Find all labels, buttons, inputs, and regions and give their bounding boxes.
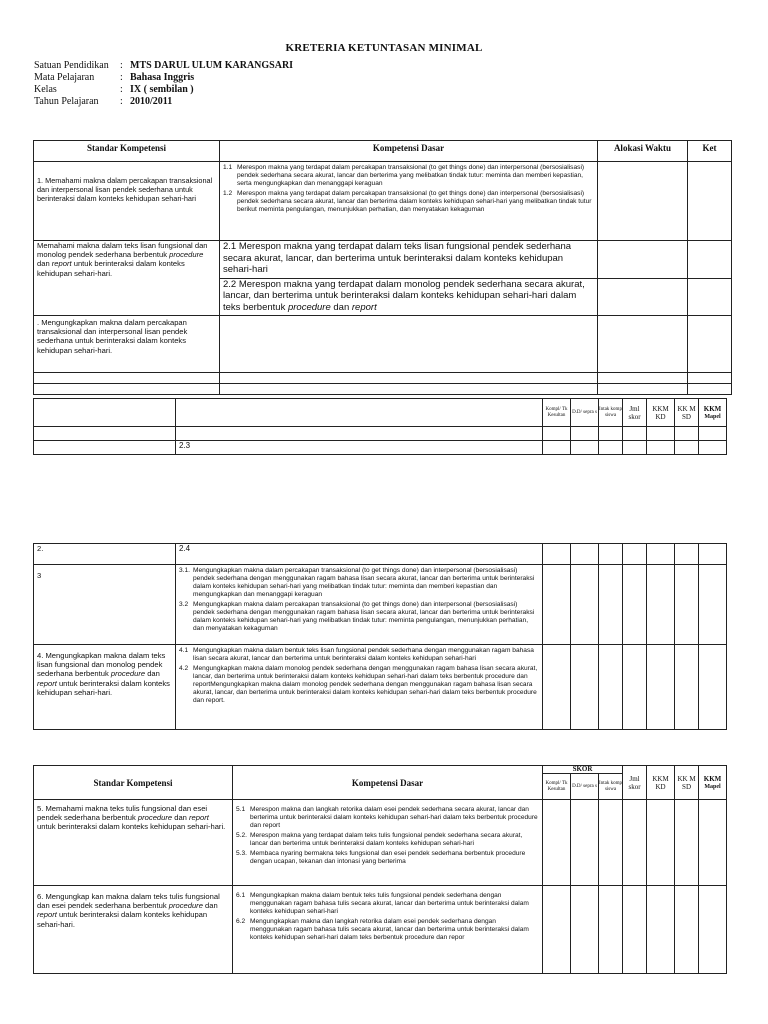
document-info xyxy=(34,60,293,108)
kd-text: 2.1 Merespon makna yang terdapat dalam teks lisan fungsional pendek sederhana secara akurat, lancar, dan berterima untuk berinteraksi dalam konteks kehidupan sehari-hari xyxy=(223,241,572,275)
empty-cell xyxy=(571,565,599,645)
kd-item xyxy=(236,918,539,942)
sk-cell xyxy=(34,886,233,974)
header-kkm-mapel-line1: KKM xyxy=(703,404,722,413)
sk-text: untuk berinteraksi dalam konteks kehidupan sehari-hari. xyxy=(37,678,170,697)
info-value: Bahasa Inggris xyxy=(130,72,195,83)
ket-cell xyxy=(688,162,732,241)
empty-cell xyxy=(647,565,675,645)
empty-cell xyxy=(598,384,688,395)
header-jml-skor: Jml skor xyxy=(623,766,647,800)
header-kkm-mapel-line2: Mapel xyxy=(704,413,721,420)
kd-item xyxy=(236,892,539,916)
info-value: 2010/2011 xyxy=(130,96,173,107)
empty-cell xyxy=(34,441,176,455)
kd-text: 2.2 Merespon makna yang terdapat dalam monolog pendek sederhana secara akurat, lancar, dan berterima untuk berinteraksi dalam konteks kehidupan sehari-hari dalam teks berbentuk xyxy=(223,278,585,313)
kd-number: 6.2 xyxy=(236,918,246,925)
empty-cell xyxy=(647,800,675,886)
kd-number: 6.1 xyxy=(236,892,246,899)
sk-text-italic: report xyxy=(51,259,72,269)
empty-cell xyxy=(647,645,675,730)
empty-cell xyxy=(34,373,220,384)
kd-cell xyxy=(233,886,543,974)
kd-text-italic: report xyxy=(351,301,377,313)
header-skor: SKOR xyxy=(543,766,623,774)
kd-number: 5.1 xyxy=(236,806,246,813)
kd-number: 5.2. xyxy=(236,832,247,839)
kkm-table-1 xyxy=(33,140,732,395)
sk-text: untuk berinteraksi dalam konteks kehidupan sehari-hari. xyxy=(37,259,185,278)
info-separator: : xyxy=(120,72,123,83)
kd-text-italic: procedure xyxy=(287,301,331,313)
kd-item xyxy=(223,164,594,188)
header-jml-skor: Jml skor xyxy=(623,399,647,427)
kd-item xyxy=(236,806,539,830)
sk-text: dan xyxy=(202,901,218,911)
kd-text: Mengungkapkan makna dalam percakapan transaksional (to get things done) dan interpersonal (bersosialisasi) pendek sederhana dengan menggunakan ragam bahasa lisan secara akurat, lancar dan berterima untuk berinteraksi dalam konteks kehidupan sehari-hari yang melibatkan tindak tutur: meminta dan memberi kepastian dan mengungkapkan dan menanggapi keraguan xyxy=(193,567,535,598)
empty-cell xyxy=(176,427,543,441)
info-separator: : xyxy=(120,60,123,71)
empty-cell xyxy=(571,544,599,565)
sk-cell xyxy=(34,316,220,373)
empty-cell xyxy=(34,399,176,427)
header-standar-kompetensi: Standar Kompetensi xyxy=(34,766,233,800)
kd-text: Merespon makna yang terdapat dalam teks tulis fungsional pendek sederhana secara akurat, lancar dan berterima untuk berinteraksi dalam konteks kehidupan sehari-hari xyxy=(250,832,523,847)
empty-cell xyxy=(675,886,699,974)
kd-text: Merespon makna dan langkah retorika dalam esei pendek sederhana secara akurat, lancar dan berterima untuk berinteraksi dalam konteks kehidupan sehari-hari dalam teks berbentuk procedure dan report xyxy=(250,806,538,829)
kd-item xyxy=(179,567,539,599)
kd-number: 3.1. xyxy=(179,567,190,574)
kd-text: Mengungkapkan makna dan langkah retorika dalam esei pendek sederhana dengan menggunakan ragam bahasa tulis secara akurat, lancar dan berterima untuk berinteraksi dalam konteks kehidupan sehari-hari dalam teks berbentuk procedure dan repor xyxy=(250,918,529,941)
empty-cell xyxy=(623,886,647,974)
info-label: Tahun Pelajaran xyxy=(34,96,99,107)
sk-cell: 3 xyxy=(34,565,176,645)
header-kkm-sd: KK M SD xyxy=(675,399,699,427)
kd-item xyxy=(236,850,539,866)
sk-text: untuk berinteraksi dalam konteks kehidupan sehari-hari. xyxy=(37,822,226,832)
kkm-table-3 xyxy=(33,543,727,730)
kd-item xyxy=(179,601,539,633)
sk-text: 4. Mengungkapkan makna dalam teks lisan fungsional dan monolog pendek sederhana berbentuk xyxy=(37,651,166,679)
empty-cell xyxy=(675,565,699,645)
sk-text: 6. Mengungkap kan makna dalam teks tulis fungsional dan esei pendek sederhana berbentuk xyxy=(37,892,220,911)
empty-cell xyxy=(623,800,647,886)
kd-cell xyxy=(176,645,543,730)
header-alokasi-waktu: Alokasi Waktu xyxy=(598,141,688,162)
kd-text: Membaca nyaring bermakna teks fungsional dan esei pendek sederhana berbentuk procedure dengan ucapan, tekanan dan intonasi yang berterima xyxy=(250,850,526,865)
info-separator: : xyxy=(120,96,123,107)
empty-cell xyxy=(623,427,647,441)
empty-cell xyxy=(675,441,699,455)
kd-text: Mengungkapkan makna dalam percakapan transaksional (to get things done) dan interpersonal (bersosialisasi) pendek sederhana dengan menggunakan ragam bahasa lisan secara akurat, lancar dan berterima untuk berinteraksi dalam konteks kehidupan sehari-hari yang melibatkan tindak tutur: meminta pengulangan, menunjukkan perhatian, dan menyatakan kekaguman xyxy=(193,601,535,632)
header-kkm-kd: KKM KD xyxy=(647,399,675,427)
info-value: MTS DARUL ULUM KARANGSARI xyxy=(130,60,294,71)
header-kompl: Kompl/ Tk Kesultan xyxy=(543,399,571,427)
empty-cell xyxy=(688,373,732,384)
empty-cell xyxy=(571,800,599,886)
empty-cell xyxy=(688,384,732,395)
empty-cell xyxy=(699,565,727,645)
empty-cell xyxy=(571,427,599,441)
empty-cell xyxy=(699,886,727,974)
header-intak: Intak komp siswa xyxy=(599,399,623,427)
kd-number: 4.2 xyxy=(179,665,189,672)
empty-cell xyxy=(675,544,699,565)
empty-cell xyxy=(220,373,598,384)
kd-text: Merespon makna yang terdapat dalam percakapan transaksional (to get things done) dan interpersonal (bersosialisasi) pendek sederhana secara akurat, lancar dan berterima dalam konteks kehidupan sehari-hari yang melibatkan tindak tutur berikut meminta pengulangan, menunjukkan perhatian, dan menyatakan kekaguman xyxy=(237,190,592,213)
empty-cell xyxy=(543,800,571,886)
alokasi-cell xyxy=(598,241,688,279)
alokasi-cell xyxy=(598,278,688,316)
header-kkm-mapel xyxy=(699,766,727,800)
sk-text: 1. Memahami makna dalam percakapan transaksional dan interpersonal lisan pendek sederhana untuk berinteraksi dalam konteks kehidupan sehari-hari xyxy=(37,176,213,203)
sk-cell xyxy=(34,800,233,886)
empty-cell xyxy=(34,384,220,395)
header-kkm-mapel-line1: KKM xyxy=(703,774,722,783)
empty-cell xyxy=(623,645,647,730)
empty-cell xyxy=(699,427,727,441)
info-row xyxy=(34,60,293,72)
kd-text: Mengungkapkan makna dalam bentuk teks tulis fungsional pendek sederhana dengan menggunakan ragam bahasa tulis secara akurat, lancar dan berterima untuk berinteraksi dalam konteks kehidupan sehari-hari xyxy=(250,892,529,915)
kd-number: 5.3. xyxy=(236,850,247,857)
kkm-table-4 xyxy=(33,765,727,974)
info-row xyxy=(34,72,293,84)
empty-cell xyxy=(647,886,675,974)
header-intak: Intak komp siswa xyxy=(599,774,623,800)
header-kkm-kd: KKM KD xyxy=(647,766,675,800)
kkm-table-2 xyxy=(33,398,727,455)
info-row xyxy=(34,96,293,108)
kd-item xyxy=(179,647,539,663)
info-separator: : xyxy=(120,84,123,95)
empty-cell xyxy=(543,427,571,441)
header-kkm-mapel-line2: Mapel xyxy=(704,783,721,790)
sk-text: Memahami makna dalam teks lisan fungsional dan monolog pendek sederhana berbentuk xyxy=(37,241,208,260)
sk-text: dan xyxy=(145,669,160,679)
sk-text: 5. Memahami makna teks tulis fungsional dan esei pendek sederhana berbentuk xyxy=(37,804,208,823)
empty-cell xyxy=(571,441,599,455)
sk-text-italic: procedure xyxy=(169,250,204,260)
sk-text: dan xyxy=(37,259,52,269)
sk-text-italic: procedure xyxy=(110,669,146,679)
empty-cell xyxy=(699,800,727,886)
sk-text-italic: report xyxy=(37,910,57,920)
empty-cell xyxy=(220,384,598,395)
info-value: IX ( sembilan ) xyxy=(130,84,194,95)
empty-cell xyxy=(599,886,623,974)
empty-cell xyxy=(543,565,571,645)
empty-cell xyxy=(599,441,623,455)
sk-text-italic: procedure xyxy=(168,901,203,911)
kd-item xyxy=(179,665,539,705)
empty-cell xyxy=(571,886,599,974)
sk-cell xyxy=(34,162,220,241)
kd-text: Merespon makna yang terdapat dalam percakapan transaksional (to get things done) dan interpersonal (bersosialisasi) pendek sederhana secara akurat, lancar dan berterima yang melibatkan tindak tutur: meminta dan memberi kepastian, serta mengungkapkan dan menanggapi keraguan xyxy=(237,164,585,187)
kd-cell xyxy=(220,241,598,279)
sk-text: dan xyxy=(172,813,190,823)
empty-cell xyxy=(599,565,623,645)
alokasi-cell xyxy=(598,316,688,373)
empty-cell xyxy=(675,427,699,441)
sk-text-italic: report xyxy=(37,678,57,688)
empty-cell xyxy=(598,373,688,384)
kd-cell: 2.3 xyxy=(176,441,543,455)
header-dd: D.D/ sepra s xyxy=(571,399,599,427)
info-row xyxy=(34,84,293,96)
kd-cell: 2.4 xyxy=(176,544,543,565)
page-title: KRETERIA KETUNTASAN MINIMAL xyxy=(285,42,483,54)
sk-cell: 2. xyxy=(34,544,176,565)
info-label: Kelas xyxy=(34,84,57,95)
info-label: Satuan Pendidikan xyxy=(34,60,109,71)
empty-cell xyxy=(599,800,623,886)
kd-cell xyxy=(233,800,543,886)
sk-cell xyxy=(34,645,176,730)
ket-cell xyxy=(688,241,732,279)
ket-cell xyxy=(688,278,732,316)
kd-item xyxy=(223,190,594,214)
empty-cell xyxy=(647,544,675,565)
kd-text: dan xyxy=(330,301,352,313)
kd-cell xyxy=(220,278,598,316)
kd-item xyxy=(236,832,539,848)
header-ket: Ket xyxy=(688,141,732,162)
empty-cell xyxy=(176,399,543,427)
header-standar-kompetensi: Standar Kompetensi xyxy=(34,141,220,162)
header-kkm-mapel xyxy=(699,399,727,427)
empty-cell xyxy=(543,886,571,974)
header-kompl: Kompl/ Tk Kesultan xyxy=(543,774,571,800)
header-dd: D.D/ sepra s xyxy=(571,774,599,800)
kd-cell xyxy=(220,162,598,241)
kd-number: 3.2 xyxy=(179,601,189,608)
empty-cell xyxy=(699,645,727,730)
empty-cell xyxy=(623,565,647,645)
empty-cell xyxy=(543,544,571,565)
empty-cell xyxy=(599,645,623,730)
empty-cell xyxy=(647,441,675,455)
info-label: Mata Pelajaran xyxy=(34,72,95,83)
empty-cell xyxy=(675,800,699,886)
empty-cell xyxy=(543,645,571,730)
empty-cell xyxy=(543,441,571,455)
header-kompetensi-dasar: Kompetensi Dasar xyxy=(233,766,543,800)
kd-number: 4.1 xyxy=(179,647,189,654)
empty-cell xyxy=(699,441,727,455)
empty-cell xyxy=(675,645,699,730)
empty-cell xyxy=(623,544,647,565)
kd-cell xyxy=(220,316,598,373)
sk-cell xyxy=(34,241,220,316)
sk-text: untuk berinteraksi dalam konteks kehidupan sehari-hari. xyxy=(37,910,208,929)
empty-cell xyxy=(599,427,623,441)
empty-cell xyxy=(623,441,647,455)
kd-text: Mengungkapkan makna dalam monolog pendek sederhana dengan menggunakan ragam bahasa lisan secara akurat, lancar, dan berterima untuk berinteraksi dalam konteks kehidupan sehari-hari dalam teks berbentuk procedure dan reportMengungkapkan makna dalam monolog pendek sederhana dengan menggunakan ragam bahasa lisan secara akurat, lancar, dan berterima untuk berinteraksi dalam konteks kehidupan sehari-hari dalam teks berbentuk procedure dan report. xyxy=(193,665,538,704)
sk-text: . Mengungkapkan makna dalam percakapan transaksional dan interpersonal lisan pendek sederhana untuk berinteraksi dalam konteks kehidupan sehari-hari. xyxy=(37,318,188,355)
kd-text: Mengungkapkan makna dalam bentuk teks lisan fungsional pendek sederhana dengan menggunakan ragam bahasa lisan secara akurat, lancar dan berterima untuk berinteraksi dalam konteks kehidupan sehari-hari xyxy=(193,647,534,662)
empty-cell xyxy=(34,427,176,441)
empty-cell xyxy=(699,544,727,565)
kd-number: 1.1 xyxy=(223,164,233,171)
empty-cell xyxy=(599,544,623,565)
empty-cell xyxy=(571,645,599,730)
header-kompetensi-dasar: Kompetensi Dasar xyxy=(220,141,598,162)
sk-text-italic: procedure xyxy=(137,813,173,823)
sk-text-italic: report xyxy=(189,813,209,823)
empty-cell xyxy=(647,427,675,441)
alokasi-cell xyxy=(598,162,688,241)
kd-number: 1.2 xyxy=(223,190,233,197)
ket-cell xyxy=(688,316,732,373)
header-kkm-sd: KK M SD xyxy=(675,766,699,800)
kd-cell xyxy=(176,565,543,645)
